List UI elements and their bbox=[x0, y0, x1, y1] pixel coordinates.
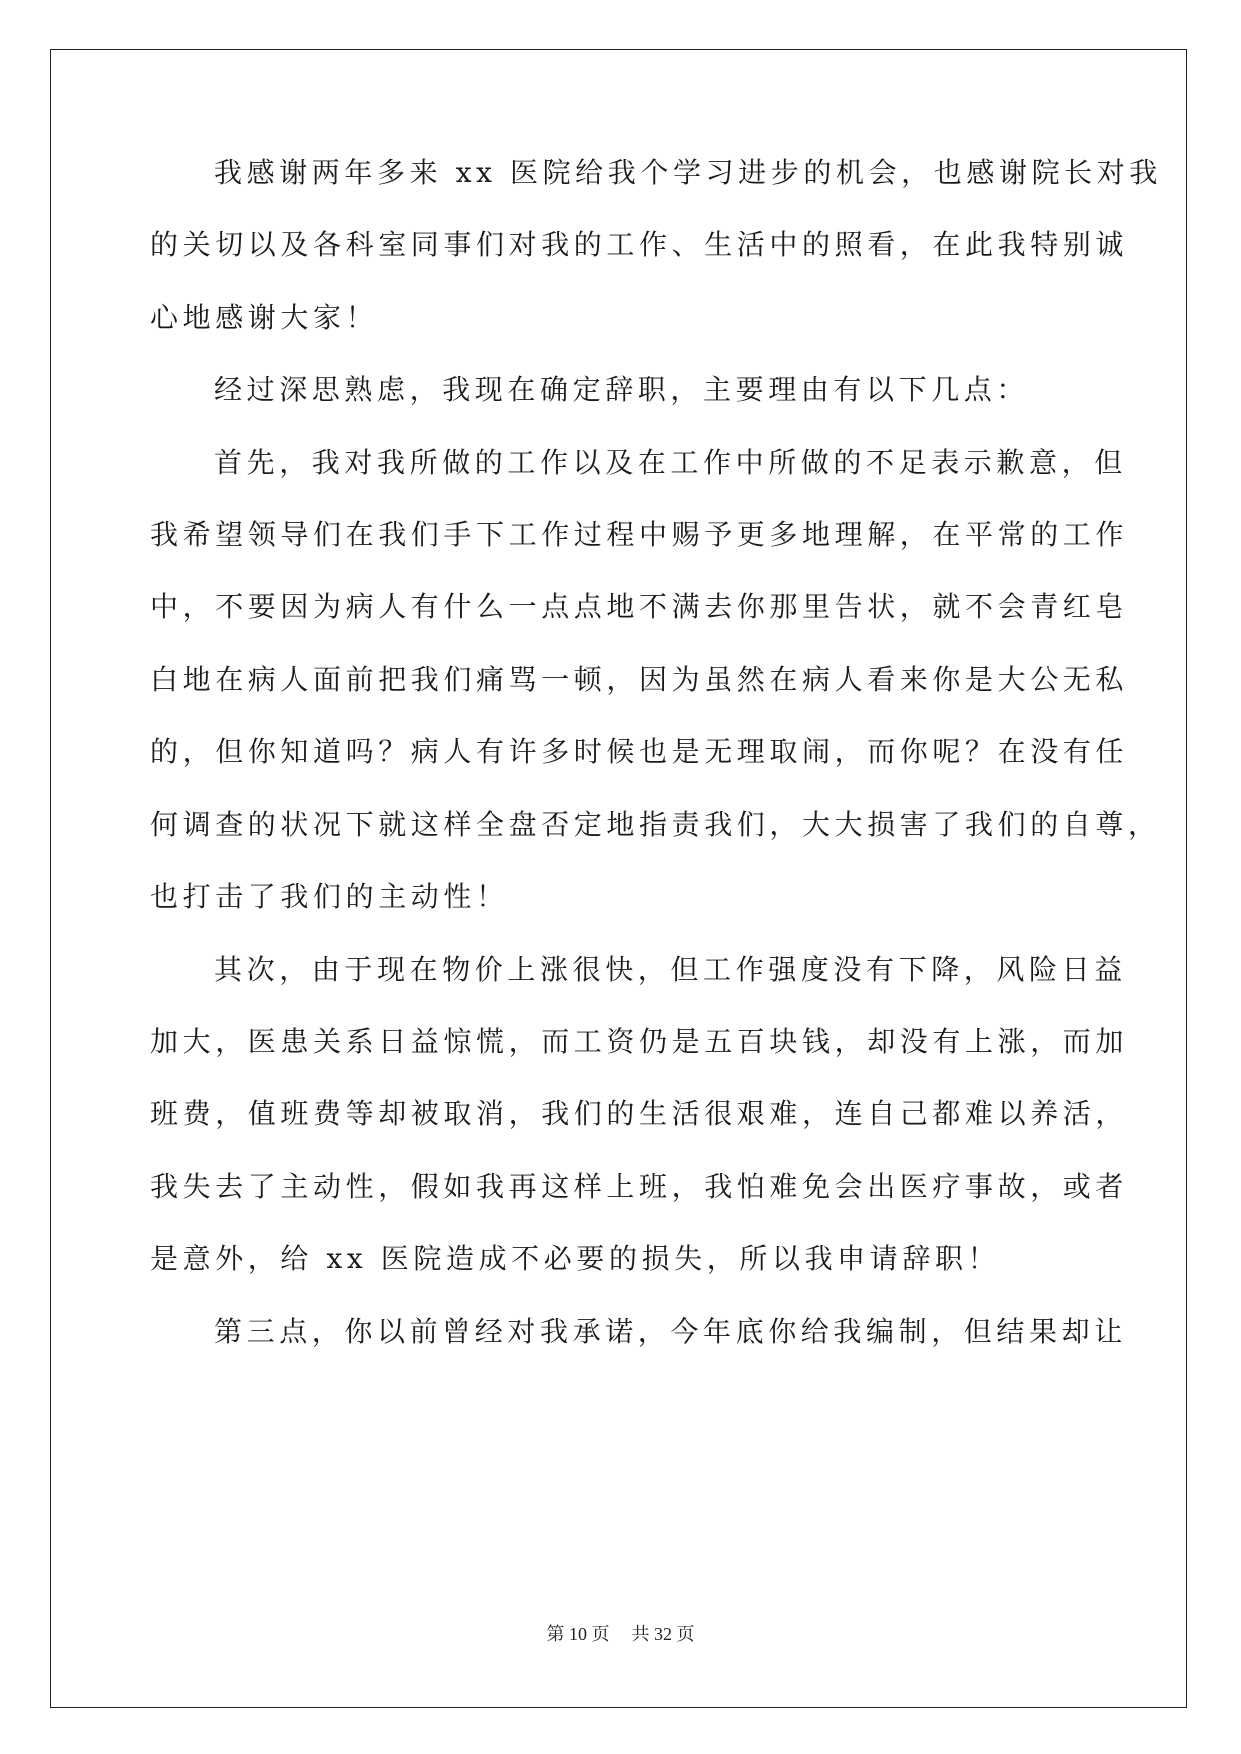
paragraph-line: 也打击了我们的主动性！ bbox=[150, 880, 509, 913]
paragraph-line: 何调查的状况下就这样全盘否定地指责我们，大大损害了我们的自尊， bbox=[150, 808, 1161, 841]
paragraph-line: 经过深思熟虑，我现在确定辞职，主要理由有以下几点： bbox=[214, 373, 1030, 406]
paragraph-line: 我感谢两年多来 xx 医院给我个学习进步的机会，也感谢院长对我 bbox=[214, 156, 1162, 189]
page-number-total: 共 32 页 bbox=[631, 1624, 695, 1644]
paragraph-line: 其次，由于现在物价上涨很快，但工作强度没有下降，风险日益 bbox=[214, 953, 1127, 986]
page-footer bbox=[0, 1622, 1241, 1646]
paragraph-line: 的关切以及各科室同事们对我的工作、生活中的照看，在此我特别诚 bbox=[150, 228, 1129, 261]
paragraph-line: 中，不要因为病人有什么一点点地不满去你那里告状，就不会青红皂 bbox=[150, 590, 1129, 623]
paragraph-line: 心地感谢大家！ bbox=[150, 301, 379, 334]
page-number-current: 第 10 页 bbox=[546, 1624, 610, 1644]
paragraph-line: 白地在病人面前把我们痛骂一顿，因为虽然在病人看来你是大公无私 bbox=[150, 663, 1129, 696]
paragraph-line: 首先，我对我所做的工作以及在工作中所做的不足表示歉意，但 bbox=[214, 446, 1127, 479]
paragraph-line: 第三点，你以前曾经对我承诺，今年底你给我编制，但结果却让 bbox=[214, 1315, 1127, 1348]
paragraph-line: 的，但你知道吗？病人有许多时候也是无理取闹，而你呢？在没有任 bbox=[150, 735, 1129, 768]
paragraph-line: 加大，医患关系日益惊慌，而工资仍是五百块钱，却没有上涨，而加 bbox=[150, 1025, 1129, 1058]
paragraph-line: 是意外，给 xx 医院造成不必要的损失，所以我申请辞职！ bbox=[150, 1242, 1001, 1275]
paragraph-line: 我希望领导们在我们手下工作过程中赐予更多地理解，在平常的工作 bbox=[150, 518, 1129, 551]
paragraph-line: 班费，值班费等却被取消，我们的生活很艰难，连自己都难以养活， bbox=[150, 1097, 1129, 1130]
paragraph-line: 我失去了主动性，假如我再这样上班，我怕难免会出医疗事故，或者 bbox=[150, 1170, 1129, 1203]
